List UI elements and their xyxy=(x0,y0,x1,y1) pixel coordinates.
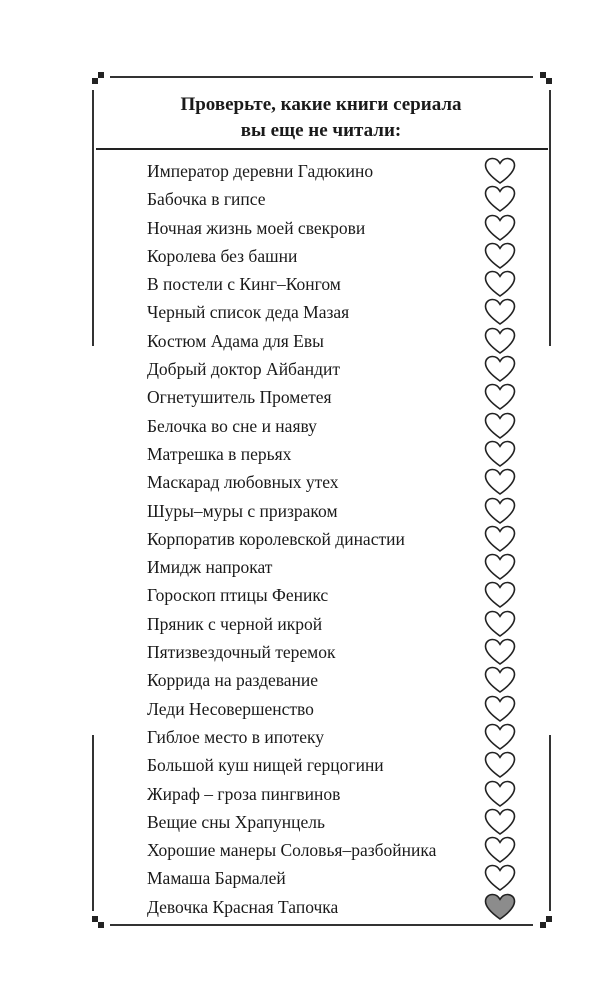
frame-left-bottom-line xyxy=(92,735,94,911)
heart-checkbox-icon[interactable] xyxy=(484,440,516,468)
frame-corner-ornament xyxy=(92,72,106,86)
list-item xyxy=(147,242,547,270)
book-title: Император деревни Гадюкино xyxy=(147,161,374,181)
list-item xyxy=(147,780,547,808)
list-item xyxy=(147,214,547,242)
book-title: Гороскоп птицы Феникс xyxy=(147,585,329,606)
list-item xyxy=(147,525,547,553)
frame-corner-ornament xyxy=(538,72,552,86)
book-title: Добрый доктор Айбандит xyxy=(147,359,341,380)
heart-checkbox-icon[interactable] xyxy=(484,468,516,496)
list-item xyxy=(147,864,547,892)
list-item xyxy=(147,581,547,609)
list-item xyxy=(147,666,547,694)
heart-checkbox-icon[interactable] xyxy=(484,242,516,270)
book-title: Корпоратив королевской династии xyxy=(147,528,405,549)
book-title: Белочка во сне и наяву xyxy=(147,415,317,436)
heart-checkbox-icon[interactable] xyxy=(484,497,516,525)
frame-bottom-line xyxy=(110,924,533,926)
book-title: Мамаша Бармалей xyxy=(147,868,286,889)
frame-right-bottom-line xyxy=(549,735,551,911)
frame-top-line xyxy=(110,76,533,78)
heart-checkbox-icon[interactable] xyxy=(484,525,516,553)
book-title: Пряник с черной икрой xyxy=(147,613,323,634)
list-item xyxy=(147,553,547,581)
book-title: Коррида на раздевание xyxy=(147,670,319,691)
heart-checkbox-icon[interactable] xyxy=(484,327,516,355)
heart-checked-icon[interactable] xyxy=(484,893,516,921)
heart-checkbox-icon[interactable] xyxy=(484,412,516,440)
heart-checkbox-icon[interactable] xyxy=(484,185,516,213)
book-title: Имидж напрокат xyxy=(147,557,273,578)
heart-checkbox-icon[interactable] xyxy=(484,751,516,779)
heart-checkbox-icon[interactable] xyxy=(484,666,516,694)
book-title: Жираф – гроза пингвинов xyxy=(147,783,341,804)
book-title: Бабочка в гипсе xyxy=(147,189,266,210)
list-item xyxy=(147,157,547,185)
heart-checkbox-icon[interactable] xyxy=(484,610,516,638)
book-title: Гиблое место в ипотеку xyxy=(147,726,325,747)
list-item xyxy=(147,355,547,383)
list-item xyxy=(147,836,547,864)
list-item xyxy=(147,751,547,779)
frame-corner-ornament xyxy=(92,914,106,928)
heart-checkbox-icon[interactable] xyxy=(484,298,516,326)
list-item xyxy=(147,185,547,213)
page-title xyxy=(96,92,546,144)
header-divider xyxy=(96,148,548,150)
list-item xyxy=(147,298,547,326)
title-line-1: Проверьте, какие книги сериала xyxy=(180,94,462,115)
list-item xyxy=(147,808,547,836)
heart-checkbox-icon[interactable] xyxy=(484,214,516,242)
frame-left-top-line xyxy=(92,90,94,346)
list-item xyxy=(147,412,547,440)
frame-right-top-line xyxy=(549,90,551,346)
book-title: Хорошие манеры Соловья–разбойника xyxy=(147,840,437,861)
heart-checkbox-icon[interactable] xyxy=(484,581,516,609)
book-title: Огнетушитель Прометея xyxy=(147,387,332,408)
heart-checkbox-icon[interactable] xyxy=(484,695,516,723)
heart-checkbox-icon[interactable] xyxy=(484,808,516,836)
book-title: Королева без башни xyxy=(147,245,298,266)
book-title: Черный список деда Мазая xyxy=(147,302,350,323)
heart-checkbox-icon[interactable] xyxy=(484,355,516,383)
list-item xyxy=(147,440,547,468)
heart-checkbox-icon[interactable] xyxy=(484,780,516,808)
title-line-2: вы еще не читали: xyxy=(240,120,402,141)
book-title: Девочка Красная Тапочка xyxy=(147,896,339,917)
book-title: Большой куш нищей герцогини xyxy=(147,755,384,776)
book-title: Матрешка в перьях xyxy=(147,443,292,464)
heart-checkbox-icon[interactable] xyxy=(484,157,516,185)
book-checklist xyxy=(147,157,547,921)
heart-checkbox-icon[interactable] xyxy=(484,553,516,581)
heart-checkbox-icon[interactable] xyxy=(484,270,516,298)
book-title: Ночная жизнь моей свекрови xyxy=(147,217,366,238)
book-title: Маскарад любовных утех xyxy=(147,472,339,493)
list-item xyxy=(147,383,547,411)
book-title: Шуры–муры с призраком xyxy=(147,500,338,521)
list-item xyxy=(147,497,547,525)
heart-checkbox-icon[interactable] xyxy=(484,836,516,864)
list-item xyxy=(147,327,547,355)
heart-checkbox-icon[interactable] xyxy=(484,864,516,892)
list-item xyxy=(147,468,547,496)
book-title: Вещие сны Храпунцель xyxy=(147,811,325,832)
list-item xyxy=(147,270,547,298)
list-item xyxy=(147,610,547,638)
heart-checkbox-icon[interactable] xyxy=(484,383,516,411)
book-title: В постели с Кинг–Конгом xyxy=(147,274,341,295)
heart-checkbox-icon[interactable] xyxy=(484,723,516,751)
book-title: Костюм Адама для Евы xyxy=(147,330,324,351)
list-item xyxy=(147,723,547,751)
list-item xyxy=(147,893,547,921)
book-title: Леди Несовершенство xyxy=(147,698,314,719)
list-item xyxy=(147,695,547,723)
list-item xyxy=(147,638,547,666)
heart-checkbox-icon[interactable] xyxy=(484,638,516,666)
book-title: Пятизвездочный теремок xyxy=(147,642,336,663)
